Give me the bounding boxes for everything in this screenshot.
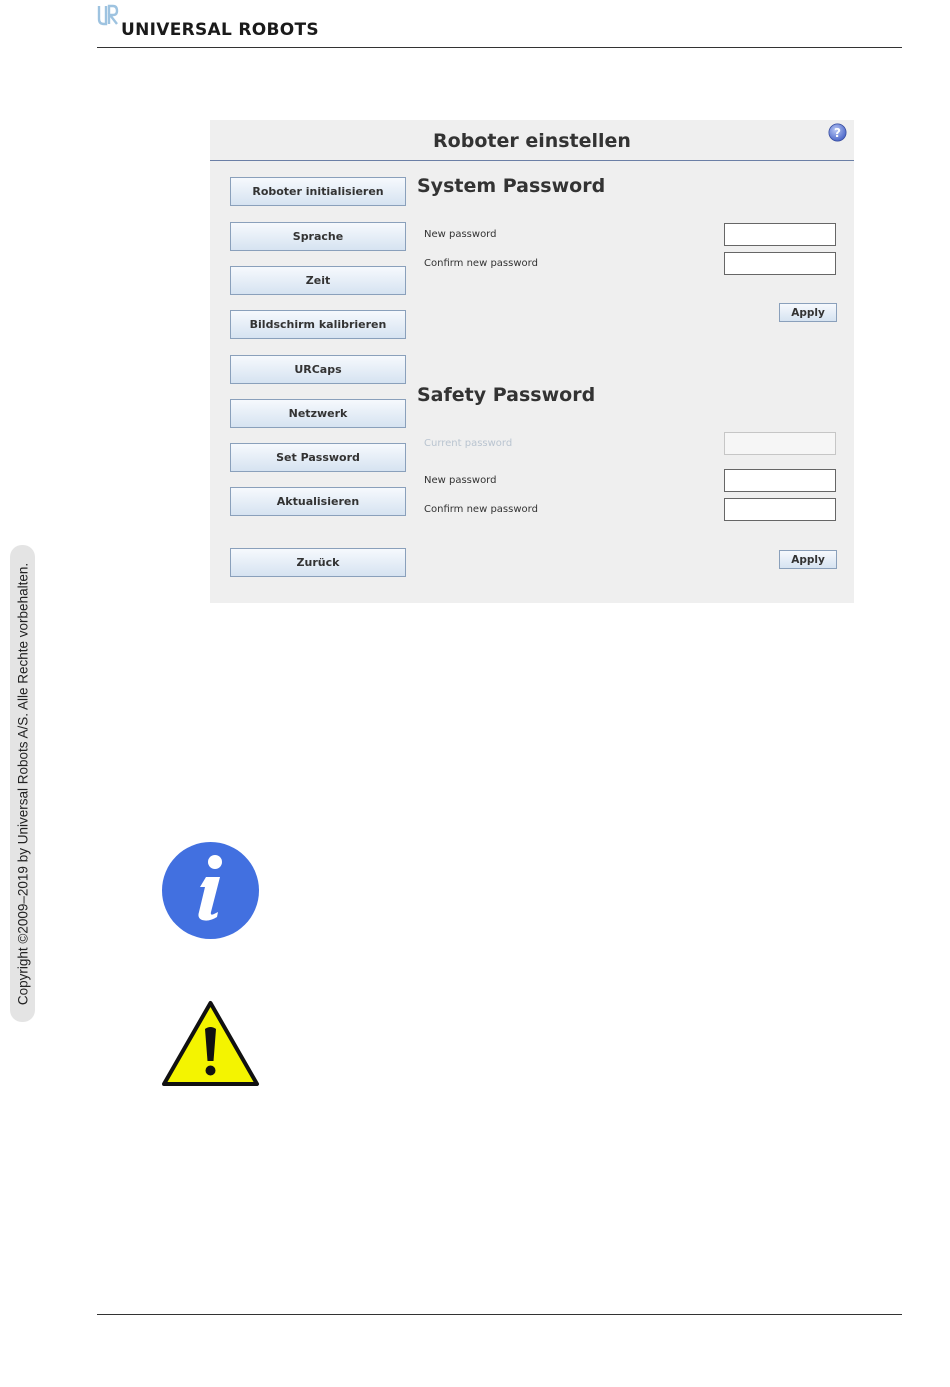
warning-icon — [161, 999, 260, 1087]
back-button[interactable]: Zurück — [230, 548, 406, 577]
system-confirm-password-label: Confirm new password — [424, 258, 538, 269]
info-icon — [162, 842, 259, 939]
safety-current-password-input[interactable] — [724, 432, 836, 455]
system-password-title: System Password — [417, 175, 606, 197]
safety-new-password-input[interactable] — [724, 469, 836, 492]
safety-password-title: Safety Password — [417, 384, 596, 406]
nav-netzwerk-button[interactable]: Netzwerk — [230, 399, 406, 428]
nav-set-password-button[interactable]: Set Password — [230, 443, 406, 472]
copyright-tab — [10, 545, 35, 1022]
system-new-password-label: New password — [424, 229, 497, 240]
brand-name: UNIVERSAL ROBOTS — [121, 20, 319, 40]
panel-title-divider — [210, 160, 854, 161]
safety-confirm-password-input[interactable] — [724, 498, 836, 521]
system-confirm-password-input[interactable] — [724, 252, 836, 275]
nav-sprache-button[interactable]: Sprache — [230, 222, 406, 251]
svg-text:?: ? — [834, 126, 841, 140]
nav-aktualisieren-button[interactable]: Aktualisieren — [230, 487, 406, 516]
safety-current-password-label: Current password — [424, 438, 513, 449]
nav-zeit-button[interactable]: Zeit — [230, 266, 406, 295]
panel-title: Roboter einstellen — [433, 130, 631, 152]
nav-roboter-initialisieren-button[interactable]: Roboter initialisieren — [230, 177, 406, 206]
settings-panel — [210, 120, 854, 603]
ur-logo-icon — [97, 4, 119, 26]
help-icon[interactable] — [828, 123, 847, 142]
safety-apply-button[interactable]: Apply — [779, 550, 837, 569]
copyright-text: Copyright ©2009–2019 by Universal Robots A/S. Alle Rechte vorbehalten. — [15, 562, 30, 1005]
nav-bildschirm-kalibrieren-button[interactable]: Bildschirm kalibrieren — [230, 310, 406, 339]
nav-urcaps-button[interactable]: URCaps — [230, 355, 406, 384]
system-apply-button[interactable]: Apply — [779, 303, 837, 322]
header-divider — [97, 47, 902, 48]
safety-new-password-label: New password — [424, 475, 497, 486]
safety-confirm-password-label: Confirm new password — [424, 504, 538, 515]
system-new-password-input[interactable] — [724, 223, 836, 246]
footer-divider — [97, 1314, 902, 1315]
